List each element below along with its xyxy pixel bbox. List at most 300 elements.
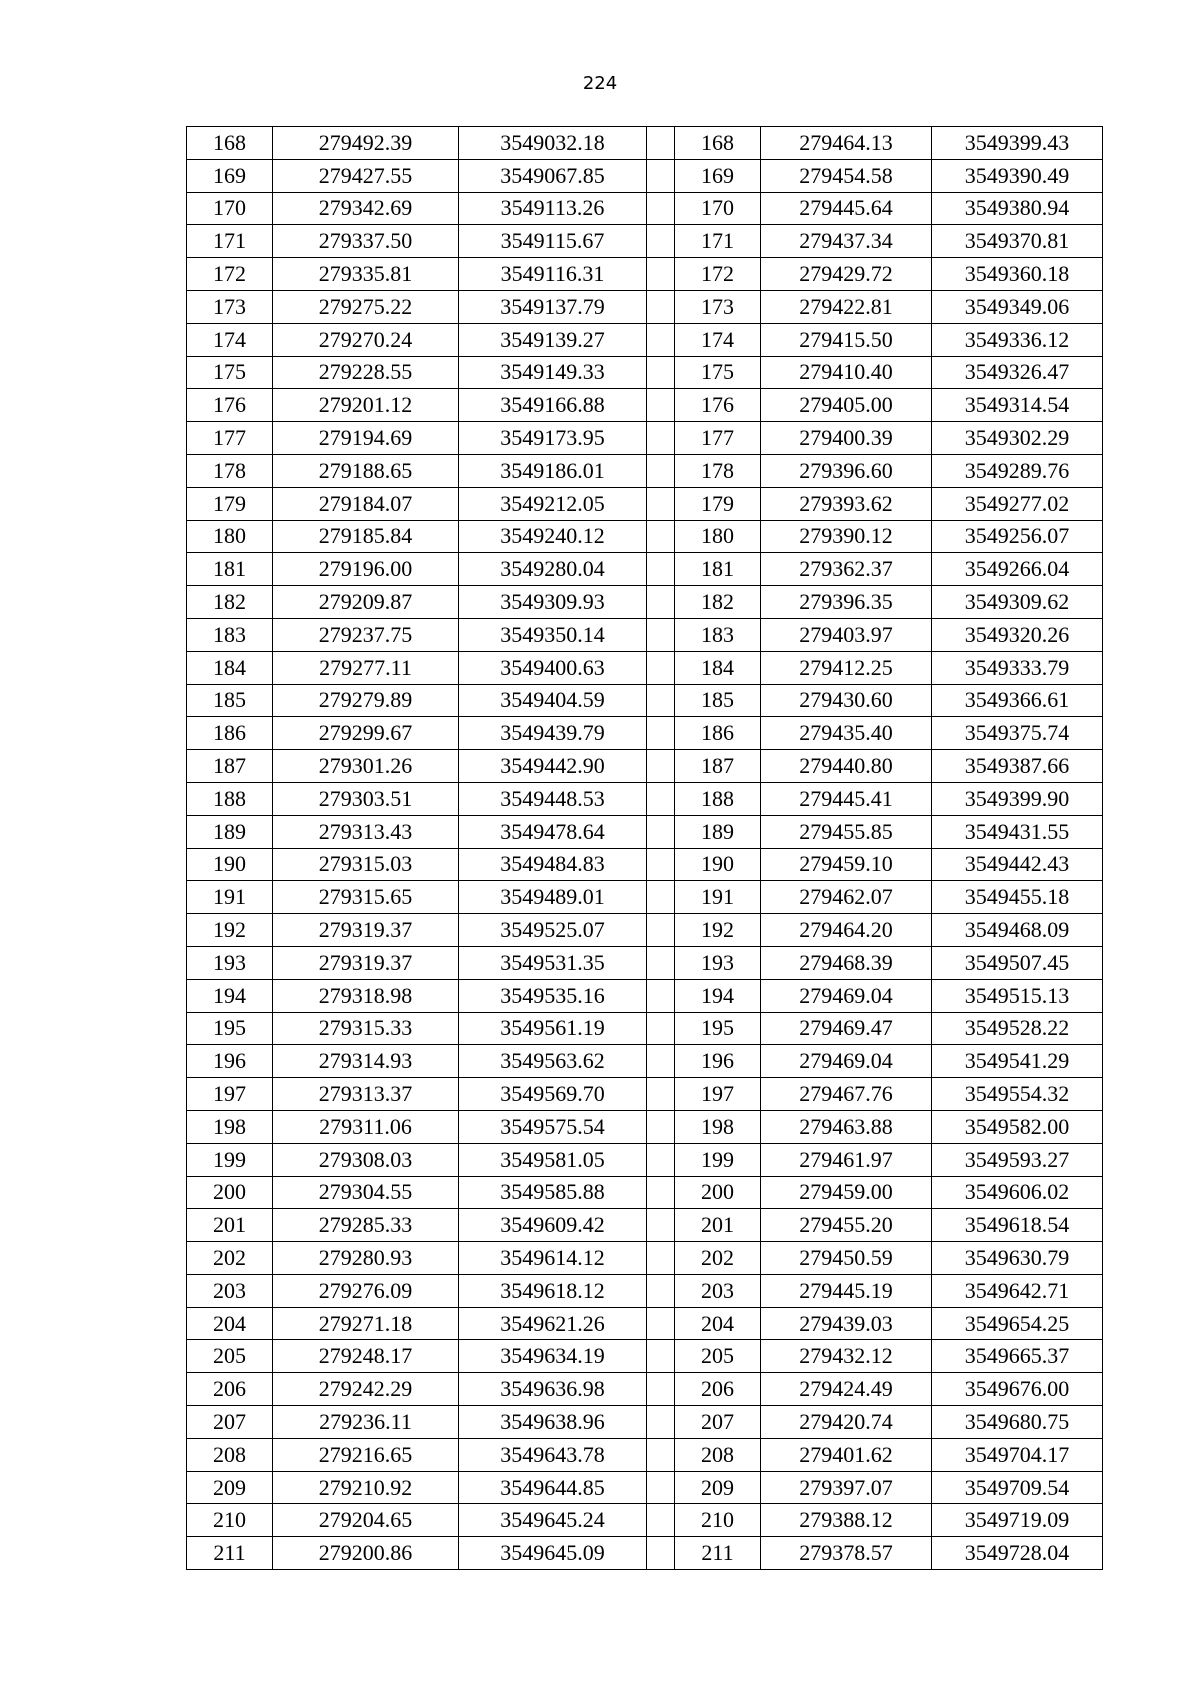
x-coord-left: 279301.26 — [273, 750, 459, 783]
point-id-right: 168 — [675, 127, 761, 160]
y-coord-right: 3549349.06 — [932, 290, 1103, 323]
y-coord-right: 3549606.02 — [932, 1176, 1103, 1209]
point-id-left: 169 — [187, 159, 273, 192]
coordinate-table — [186, 126, 1103, 1570]
y-coord-left: 3549240.12 — [459, 520, 647, 553]
table-row — [187, 454, 1103, 487]
point-id-left: 189 — [187, 815, 273, 848]
y-coord-right: 3549320.26 — [932, 618, 1103, 651]
point-id-left: 192 — [187, 914, 273, 947]
spacer-cell — [647, 258, 675, 291]
point-id-left: 172 — [187, 258, 273, 291]
y-coord-left: 3549621.26 — [459, 1307, 647, 1340]
point-id-right: 199 — [675, 1143, 761, 1176]
table-row — [187, 586, 1103, 619]
spacer-cell — [647, 225, 675, 258]
x-coord-left: 279271.18 — [273, 1307, 459, 1340]
x-coord-left: 279303.51 — [273, 782, 459, 815]
x-coord-right: 279410.40 — [761, 356, 932, 389]
spacer-cell — [647, 1438, 675, 1471]
y-coord-right: 3549256.07 — [932, 520, 1103, 553]
point-id-right: 188 — [675, 782, 761, 815]
point-id-left: 199 — [187, 1143, 273, 1176]
y-coord-left: 3549644.85 — [459, 1471, 647, 1504]
spacer-cell — [647, 1242, 675, 1275]
point-id-right: 189 — [675, 815, 761, 848]
table-row — [187, 553, 1103, 586]
y-coord-left: 3549643.78 — [459, 1438, 647, 1471]
spacer-cell — [647, 1176, 675, 1209]
x-coord-right: 279424.49 — [761, 1373, 932, 1406]
spacer-cell — [647, 1373, 675, 1406]
spacer-cell — [647, 127, 675, 160]
y-coord-right: 3549507.45 — [932, 946, 1103, 979]
y-coord-left: 3549561.19 — [459, 1012, 647, 1045]
x-coord-left: 279342.69 — [273, 192, 459, 225]
point-id-left: 168 — [187, 127, 273, 160]
spacer-cell — [647, 1274, 675, 1307]
table-row — [187, 1438, 1103, 1471]
x-coord-right: 279455.20 — [761, 1209, 932, 1242]
point-id-left: 207 — [187, 1406, 273, 1439]
y-coord-right: 3549277.02 — [932, 487, 1103, 520]
y-coord-left: 3549581.05 — [459, 1143, 647, 1176]
x-coord-right: 279415.50 — [761, 323, 932, 356]
spacer-cell — [647, 782, 675, 815]
y-coord-right: 3549431.55 — [932, 815, 1103, 848]
point-id-left: 210 — [187, 1504, 273, 1537]
point-id-right: 201 — [675, 1209, 761, 1242]
y-coord-right: 3549266.04 — [932, 553, 1103, 586]
spacer-cell — [647, 323, 675, 356]
x-coord-left: 279335.81 — [273, 258, 459, 291]
point-id-right: 208 — [675, 1438, 761, 1471]
x-coord-left: 279314.93 — [273, 1045, 459, 1078]
y-coord-right: 3549380.94 — [932, 192, 1103, 225]
x-coord-right: 279454.58 — [761, 159, 932, 192]
spacer-cell — [647, 618, 675, 651]
x-coord-right: 279429.72 — [761, 258, 932, 291]
spacer-cell — [647, 1045, 675, 1078]
point-id-right: 211 — [675, 1537, 761, 1570]
x-coord-left: 279299.67 — [273, 717, 459, 750]
y-coord-left: 3549309.93 — [459, 586, 647, 619]
point-id-left: 180 — [187, 520, 273, 553]
x-coord-right: 279390.12 — [761, 520, 932, 553]
y-coord-right: 3549399.43 — [932, 127, 1103, 160]
point-id-left: 186 — [187, 717, 273, 750]
point-id-right: 182 — [675, 586, 761, 619]
y-coord-right: 3549302.29 — [932, 422, 1103, 455]
x-coord-right: 279432.12 — [761, 1340, 932, 1373]
x-coord-right: 279469.04 — [761, 979, 932, 1012]
point-id-right: 178 — [675, 454, 761, 487]
y-coord-right: 3549719.09 — [932, 1504, 1103, 1537]
point-id-right: 193 — [675, 946, 761, 979]
point-id-left: 195 — [187, 1012, 273, 1045]
table-row — [187, 979, 1103, 1012]
y-coord-right: 3549289.76 — [932, 454, 1103, 487]
table-row — [187, 1209, 1103, 1242]
x-coord-right: 279445.64 — [761, 192, 932, 225]
y-coord-left: 3549636.98 — [459, 1373, 647, 1406]
table-row — [187, 618, 1103, 651]
table-row — [187, 1012, 1103, 1045]
y-coord-right: 3549541.29 — [932, 1045, 1103, 1078]
y-coord-left: 3549115.67 — [459, 225, 647, 258]
point-id-right: 198 — [675, 1110, 761, 1143]
spacer-cell — [647, 1340, 675, 1373]
point-id-left: 181 — [187, 553, 273, 586]
point-id-right: 200 — [675, 1176, 761, 1209]
spacer-cell — [647, 192, 675, 225]
y-coord-left: 3549067.85 — [459, 159, 647, 192]
x-coord-right: 279439.03 — [761, 1307, 932, 1340]
point-id-left: 185 — [187, 684, 273, 717]
y-coord-left: 3549350.14 — [459, 618, 647, 651]
point-id-right: 204 — [675, 1307, 761, 1340]
x-coord-right: 279461.97 — [761, 1143, 932, 1176]
table-row — [187, 1242, 1103, 1275]
y-coord-right: 3549654.25 — [932, 1307, 1103, 1340]
x-coord-left: 279188.65 — [273, 454, 459, 487]
point-id-right: 197 — [675, 1078, 761, 1111]
point-id-right: 170 — [675, 192, 761, 225]
y-coord-right: 3549309.62 — [932, 586, 1103, 619]
x-coord-left: 279315.65 — [273, 881, 459, 914]
x-coord-left: 279275.22 — [273, 290, 459, 323]
spacer-cell — [647, 422, 675, 455]
y-coord-left: 3549535.16 — [459, 979, 647, 1012]
spacer-cell — [647, 356, 675, 389]
x-coord-left: 279318.98 — [273, 979, 459, 1012]
x-coord-left: 279228.55 — [273, 356, 459, 389]
point-id-left: 191 — [187, 881, 273, 914]
x-coord-right: 279405.00 — [761, 389, 932, 422]
y-coord-right: 3549375.74 — [932, 717, 1103, 750]
table-row — [187, 1406, 1103, 1439]
table-row — [187, 815, 1103, 848]
table-row — [187, 1110, 1103, 1143]
x-coord-right: 279396.60 — [761, 454, 932, 487]
point-id-right: 181 — [675, 553, 761, 586]
x-coord-left: 279236.11 — [273, 1406, 459, 1439]
point-id-left: 202 — [187, 1242, 273, 1275]
point-id-left: 179 — [187, 487, 273, 520]
table-row — [187, 914, 1103, 947]
point-id-right: 173 — [675, 290, 761, 323]
page-number: 224 — [582, 73, 618, 94]
x-coord-left: 279313.43 — [273, 815, 459, 848]
spacer-cell — [647, 553, 675, 586]
x-coord-right: 279412.25 — [761, 651, 932, 684]
spacer-cell — [647, 684, 675, 717]
x-coord-left: 279315.03 — [273, 848, 459, 881]
spacer-cell — [647, 881, 675, 914]
point-id-left: 178 — [187, 454, 273, 487]
spacer-cell — [647, 946, 675, 979]
table-row — [187, 1307, 1103, 1340]
table-row — [187, 1471, 1103, 1504]
point-id-left: 188 — [187, 782, 273, 815]
y-coord-left: 3549618.12 — [459, 1274, 647, 1307]
x-coord-left: 279285.33 — [273, 1209, 459, 1242]
x-coord-right: 279420.74 — [761, 1406, 932, 1439]
x-coord-right: 279393.62 — [761, 487, 932, 520]
x-coord-right: 279445.41 — [761, 782, 932, 815]
point-id-left: 190 — [187, 848, 273, 881]
point-id-right: 205 — [675, 1340, 761, 1373]
point-id-left: 175 — [187, 356, 273, 389]
table-row — [187, 684, 1103, 717]
y-coord-left: 3549280.04 — [459, 553, 647, 586]
spacer-cell — [647, 750, 675, 783]
x-coord-left: 279277.11 — [273, 651, 459, 684]
point-id-right: 187 — [675, 750, 761, 783]
y-coord-right: 3549360.18 — [932, 258, 1103, 291]
point-id-left: 171 — [187, 225, 273, 258]
point-id-right: 172 — [675, 258, 761, 291]
table-row — [187, 848, 1103, 881]
y-coord-left: 3549116.31 — [459, 258, 647, 291]
y-coord-left: 3549525.07 — [459, 914, 647, 947]
point-id-right: 184 — [675, 651, 761, 684]
point-id-left: 196 — [187, 1045, 273, 1078]
table-row — [187, 290, 1103, 323]
coordinate-table-body — [187, 127, 1103, 1570]
point-id-left: 173 — [187, 290, 273, 323]
y-coord-left: 3549442.90 — [459, 750, 647, 783]
y-coord-right: 3549618.54 — [932, 1209, 1103, 1242]
y-coord-left: 3549032.18 — [459, 127, 647, 160]
y-coord-left: 3549609.42 — [459, 1209, 647, 1242]
point-id-left: 206 — [187, 1373, 273, 1406]
x-coord-right: 279396.35 — [761, 586, 932, 619]
y-coord-right: 3549728.04 — [932, 1537, 1103, 1570]
y-coord-left: 3549634.19 — [459, 1340, 647, 1373]
y-coord-right: 3549642.71 — [932, 1274, 1103, 1307]
point-id-left: 193 — [187, 946, 273, 979]
x-coord-left: 279237.75 — [273, 618, 459, 651]
spacer-cell — [647, 159, 675, 192]
y-coord-left: 3549186.01 — [459, 454, 647, 487]
point-id-left: 170 — [187, 192, 273, 225]
y-coord-right: 3549442.43 — [932, 848, 1103, 881]
table-row — [187, 389, 1103, 422]
y-coord-left: 3549489.01 — [459, 881, 647, 914]
x-coord-right: 279403.97 — [761, 618, 932, 651]
x-coord-left: 279276.09 — [273, 1274, 459, 1307]
table-row — [187, 422, 1103, 455]
y-coord-left: 3549478.64 — [459, 815, 647, 848]
point-id-right: 176 — [675, 389, 761, 422]
x-coord-left: 279311.06 — [273, 1110, 459, 1143]
y-coord-right: 3549593.27 — [932, 1143, 1103, 1176]
x-coord-left: 279201.12 — [273, 389, 459, 422]
table-row — [187, 1373, 1103, 1406]
table-row — [187, 1537, 1103, 1570]
x-coord-left: 279204.65 — [273, 1504, 459, 1537]
table-row — [187, 323, 1103, 356]
y-coord-right: 3549387.66 — [932, 750, 1103, 783]
point-id-right: 180 — [675, 520, 761, 553]
y-coord-right: 3549468.09 — [932, 914, 1103, 947]
table-row — [187, 782, 1103, 815]
y-coord-left: 3549166.88 — [459, 389, 647, 422]
spacer-cell — [647, 815, 675, 848]
point-id-left: 194 — [187, 979, 273, 1012]
table-row — [187, 881, 1103, 914]
y-coord-right: 3549709.54 — [932, 1471, 1103, 1504]
spacer-cell — [647, 979, 675, 1012]
point-id-left: 174 — [187, 323, 273, 356]
y-coord-left: 3549139.27 — [459, 323, 647, 356]
x-coord-right: 279397.07 — [761, 1471, 932, 1504]
spacer-cell — [647, 1471, 675, 1504]
x-coord-right: 279388.12 — [761, 1504, 932, 1537]
table-row — [187, 1176, 1103, 1209]
x-coord-right: 279401.62 — [761, 1438, 932, 1471]
x-coord-right: 279362.37 — [761, 553, 932, 586]
point-id-left: 200 — [187, 1176, 273, 1209]
x-coord-left: 279279.89 — [273, 684, 459, 717]
y-coord-left: 3549585.88 — [459, 1176, 647, 1209]
y-coord-right: 3549680.75 — [932, 1406, 1103, 1439]
spacer-cell — [647, 1537, 675, 1570]
y-coord-left: 3549404.59 — [459, 684, 647, 717]
spacer-cell — [647, 290, 675, 323]
y-coord-right: 3549515.13 — [932, 979, 1103, 1012]
spacer-cell — [647, 1209, 675, 1242]
table-row — [187, 1340, 1103, 1373]
point-id-left: 183 — [187, 618, 273, 651]
y-coord-right: 3549676.00 — [932, 1373, 1103, 1406]
spacer-cell — [647, 1307, 675, 1340]
point-id-right: 210 — [675, 1504, 761, 1537]
table-row — [187, 520, 1103, 553]
point-id-right: 203 — [675, 1274, 761, 1307]
x-coord-left: 279427.55 — [273, 159, 459, 192]
spacer-cell — [647, 1078, 675, 1111]
x-coord-right: 279400.39 — [761, 422, 932, 455]
point-id-right: 191 — [675, 881, 761, 914]
spacer-cell — [647, 389, 675, 422]
y-coord-right: 3549366.61 — [932, 684, 1103, 717]
x-coord-left: 279248.17 — [273, 1340, 459, 1373]
y-coord-left: 3549531.35 — [459, 946, 647, 979]
x-coord-left: 279319.37 — [273, 914, 459, 947]
point-id-right: 179 — [675, 487, 761, 520]
x-coord-left: 279337.50 — [273, 225, 459, 258]
table-row — [187, 192, 1103, 225]
x-coord-right: 279468.39 — [761, 946, 932, 979]
x-coord-left: 279319.37 — [273, 946, 459, 979]
y-coord-right: 3549455.18 — [932, 881, 1103, 914]
point-id-right: 171 — [675, 225, 761, 258]
point-id-right: 196 — [675, 1045, 761, 1078]
point-id-right: 206 — [675, 1373, 761, 1406]
x-coord-right: 279430.60 — [761, 684, 932, 717]
point-id-right: 195 — [675, 1012, 761, 1045]
point-id-left: 198 — [187, 1110, 273, 1143]
point-id-right: 174 — [675, 323, 761, 356]
spacer-cell — [647, 914, 675, 947]
y-coord-left: 3549400.63 — [459, 651, 647, 684]
y-coord-right: 3549333.79 — [932, 651, 1103, 684]
x-coord-left: 279196.00 — [273, 553, 459, 586]
x-coord-left: 279185.84 — [273, 520, 459, 553]
table-row — [187, 225, 1103, 258]
x-coord-right: 279459.00 — [761, 1176, 932, 1209]
x-coord-right: 279445.19 — [761, 1274, 932, 1307]
spacer-cell — [647, 1110, 675, 1143]
point-id-left: 205 — [187, 1340, 273, 1373]
table-row — [187, 258, 1103, 291]
spacer-cell — [647, 454, 675, 487]
spacer-cell — [647, 520, 675, 553]
x-coord-right: 279435.40 — [761, 717, 932, 750]
y-coord-left: 3549484.83 — [459, 848, 647, 881]
point-id-right: 186 — [675, 717, 761, 750]
spacer-cell — [647, 1504, 675, 1537]
point-id-right: 175 — [675, 356, 761, 389]
y-coord-right: 3549399.90 — [932, 782, 1103, 815]
x-coord-left: 279184.07 — [273, 487, 459, 520]
table-row — [187, 946, 1103, 979]
point-id-left: 187 — [187, 750, 273, 783]
y-coord-left: 3549137.79 — [459, 290, 647, 323]
y-coord-right: 3549326.47 — [932, 356, 1103, 389]
point-id-left: 203 — [187, 1274, 273, 1307]
point-id-left: 197 — [187, 1078, 273, 1111]
y-coord-right: 3549314.54 — [932, 389, 1103, 422]
table-row — [187, 1045, 1103, 1078]
point-id-right: 177 — [675, 422, 761, 455]
y-coord-left: 3549563.62 — [459, 1045, 647, 1078]
table-row — [187, 750, 1103, 783]
y-coord-right: 3549704.17 — [932, 1438, 1103, 1471]
y-coord-right: 3549582.00 — [932, 1110, 1103, 1143]
y-coord-left: 3549569.70 — [459, 1078, 647, 1111]
point-id-right: 190 — [675, 848, 761, 881]
y-coord-left: 3549645.09 — [459, 1537, 647, 1570]
point-id-left: 211 — [187, 1537, 273, 1570]
table-row — [187, 1504, 1103, 1537]
x-coord-left: 279280.93 — [273, 1242, 459, 1275]
x-coord-left: 279304.55 — [273, 1176, 459, 1209]
x-coord-left: 279313.37 — [273, 1078, 459, 1111]
y-coord-left: 3549645.24 — [459, 1504, 647, 1537]
table-row — [187, 487, 1103, 520]
x-coord-right: 279462.07 — [761, 881, 932, 914]
table-row — [187, 356, 1103, 389]
x-coord-right: 279469.47 — [761, 1012, 932, 1045]
x-coord-right: 279469.04 — [761, 1045, 932, 1078]
x-coord-right: 279464.20 — [761, 914, 932, 947]
point-id-left: 176 — [187, 389, 273, 422]
point-id-right: 209 — [675, 1471, 761, 1504]
point-id-right: 185 — [675, 684, 761, 717]
table-row — [187, 1078, 1103, 1111]
x-coord-right: 279440.80 — [761, 750, 932, 783]
point-id-left: 177 — [187, 422, 273, 455]
table-row — [187, 651, 1103, 684]
point-id-left: 184 — [187, 651, 273, 684]
y-coord-right: 3549665.37 — [932, 1340, 1103, 1373]
x-coord-left: 279492.39 — [273, 127, 459, 160]
point-id-left: 204 — [187, 1307, 273, 1340]
y-coord-left: 3549575.54 — [459, 1110, 647, 1143]
